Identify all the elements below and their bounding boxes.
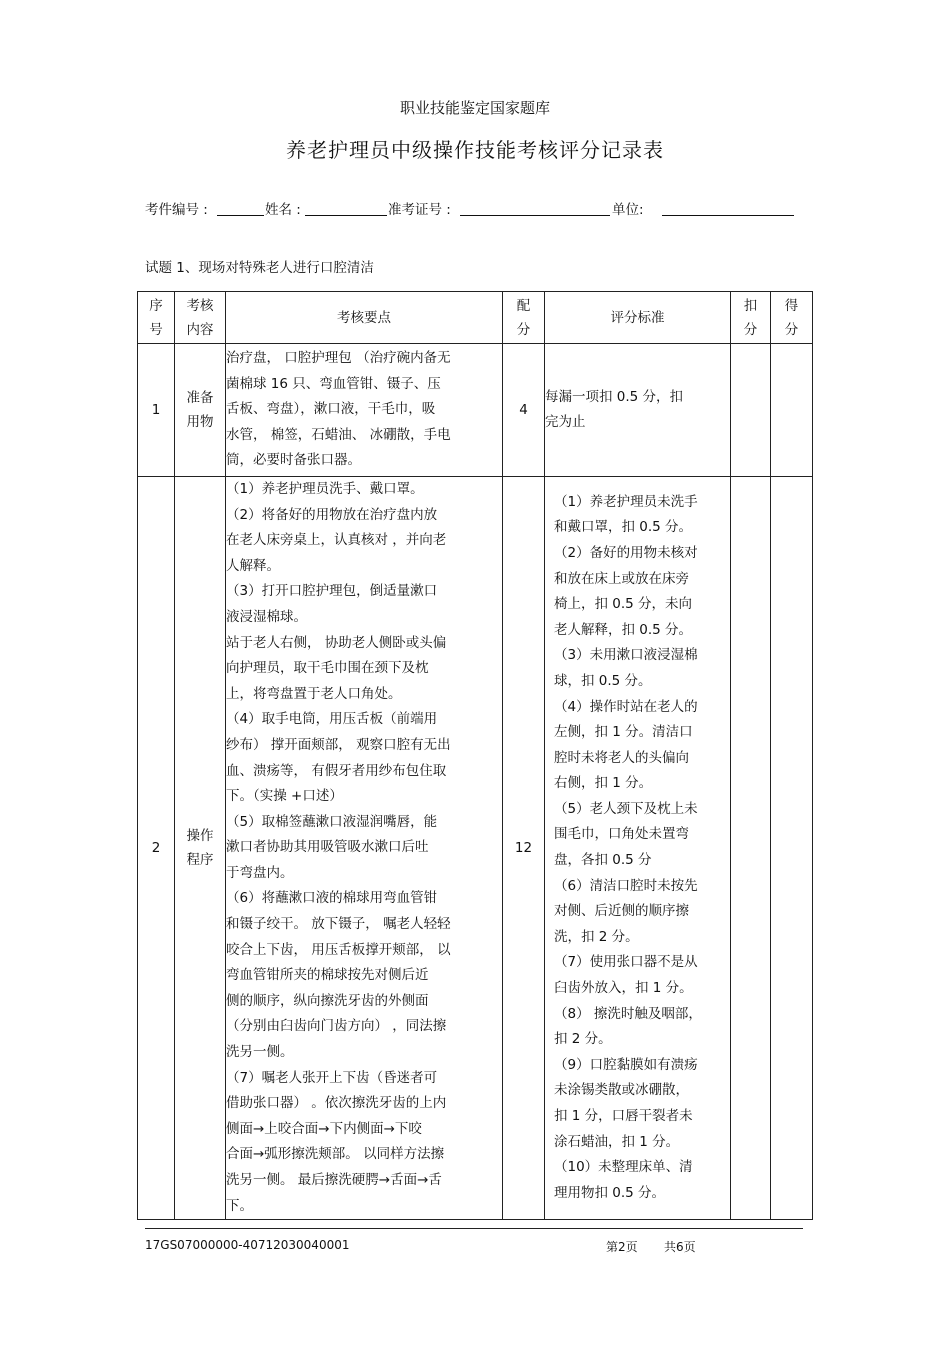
- ticket-label: 准考证号 :: [388, 202, 451, 218]
- row-criteria: 每漏一项扣 0.5 分，扣 完为止: [545, 344, 731, 477]
- scoring-table: [137, 291, 813, 1220]
- deduct-cell[interactable]: [731, 344, 771, 477]
- deduct-cell[interactable]: [731, 476, 771, 1219]
- row-score: 4: [503, 344, 545, 477]
- form-title: 养老护理员中级操作技能考核评分记录表: [286, 138, 664, 162]
- page-number: 第2页: [606, 1240, 638, 1254]
- obtained-cell[interactable]: [771, 344, 813, 477]
- exam-id-blank[interactable]: [217, 215, 264, 216]
- organization-heading: 职业技能鉴定国家题库: [399, 99, 550, 117]
- table-row: [138, 344, 813, 477]
- obtained-cell[interactable]: [771, 476, 813, 1219]
- unit-label: 单位:: [612, 202, 644, 218]
- ticket-blank[interactable]: [460, 215, 610, 216]
- row-number: 2: [138, 476, 175, 1219]
- row-content: 准备 用物: [175, 344, 226, 477]
- row-score: 12: [503, 476, 545, 1219]
- col-header-content: 考核 内容: [175, 292, 226, 344]
- row-content: 操作 程序: [175, 476, 226, 1219]
- unit-blank[interactable]: [662, 215, 794, 216]
- col-header-no: 序 号: [138, 292, 175, 344]
- col-header-criteria: 评分标准: [545, 292, 731, 344]
- row-points: （1）养老护理员洗手、戴口罩。 （2）将备好的用物放在治疗盘内放 在老人床旁桌上，认真核对 ，并向老 人解释。 （3）打开口腔护理包，倒适量漱口 液浸湿棉球。 站于老人右侧， 协助老人侧卧或头偏 向护理员，取干毛巾围在颈下及枕 上，将弯盘置于老人口角处。 （4）取手电筒，用压舌板（前端用 纱布） 撑开面颊部， 观察口腔有无出 血、溃疡等， 有假牙者用纱布包住取 下。（实操 +口述） （5）取棉签蘸漱口液湿润嘴唇，能 漱口者协助其用吸管吸水漱口后吐 于弯盘内。 （6）将蘸漱口液的棉球用弯血管钳 和镊子绞干。 放下镊子， 嘱老人轻轻 咬合上下齿， 用压舌板撑开颊部， 以 弯血管钳所夹的棉球按先对侧后近 侧的顺序，纵向擦洗牙齿的外侧面 （分别由臼齿向门齿方向） ，同法擦 洗另一侧。 （7）嘱老人张开上下齿（昏迷者可 借助张口器） 。依次擦洗牙齿的上内 侧面→上咬合面→下内侧面→下咬 合面→弧形擦洗颊部。 以同样方法擦 洗另一侧。 最后擦洗硬腭→舌面→舌 下。: [226, 476, 503, 1219]
- document-code: 17GS07000000-40712030040001: [145, 1238, 350, 1252]
- row-criteria: （1）养老护理员未洗手 和戴口罩，扣 0.5 分。 （2）备好的用物未核对 和放在床上或放在床旁 椅上，扣 0.5 分，未向 老人解释，扣 0.5 分。 （3）未用漱口液浸湿棉 球，扣 0.5 分。 （4）操作时站在老人的 左侧，扣 1 分。清洁口 腔时未将老人的头偏向 右侧，扣 1 分。 （5）老人颈下及枕上未 围毛巾，口角处未置弯 盘，各扣 0.5 分 （6）清洁口腔时未按先 对侧、后近侧的顺序擦 洗，扣 2 分。 （7）使用张口器不是从 臼齿外放入，扣 1 分。 （8） 擦洗时触及咽部， 扣 2 分。 （9）口腔黏膜如有溃疡 未涂锡类散或冰硼散， 扣 1 分，口唇干裂者未 涂石蜡油，扣 1 分。 （10）未整理床单、清 理用物扣 0.5 分。: [545, 476, 731, 1219]
- col-header-points: 考核要点: [226, 292, 503, 344]
- exam-id-label: 考件编号 :: [145, 202, 208, 218]
- name-label: 姓名 :: [265, 202, 301, 218]
- name-blank[interactable]: [305, 215, 387, 216]
- row-points: 治疗盘， 口腔护理包 （治疗碗内备无 菌棉球 16 只、弯血管钳、镊子、压 舌板、弯盘），漱口液，干毛巾，吸 水管， 棉签，石蜡油、 冰硼散，手电 筒，必要时备张口器。: [226, 344, 503, 477]
- footer-divider: [145, 1228, 803, 1229]
- col-header-score: 配 分: [503, 292, 545, 344]
- table-row: [138, 476, 813, 1219]
- col-header-obtained: 得 分: [771, 292, 813, 344]
- row-number: 1: [138, 344, 175, 477]
- col-header-deduct: 扣 分: [731, 292, 771, 344]
- question-title: 试题 1、现场对特殊老人进行口腔清洁: [145, 260, 374, 276]
- table-header-row: [138, 292, 813, 344]
- page-total: 共6页: [664, 1240, 696, 1254]
